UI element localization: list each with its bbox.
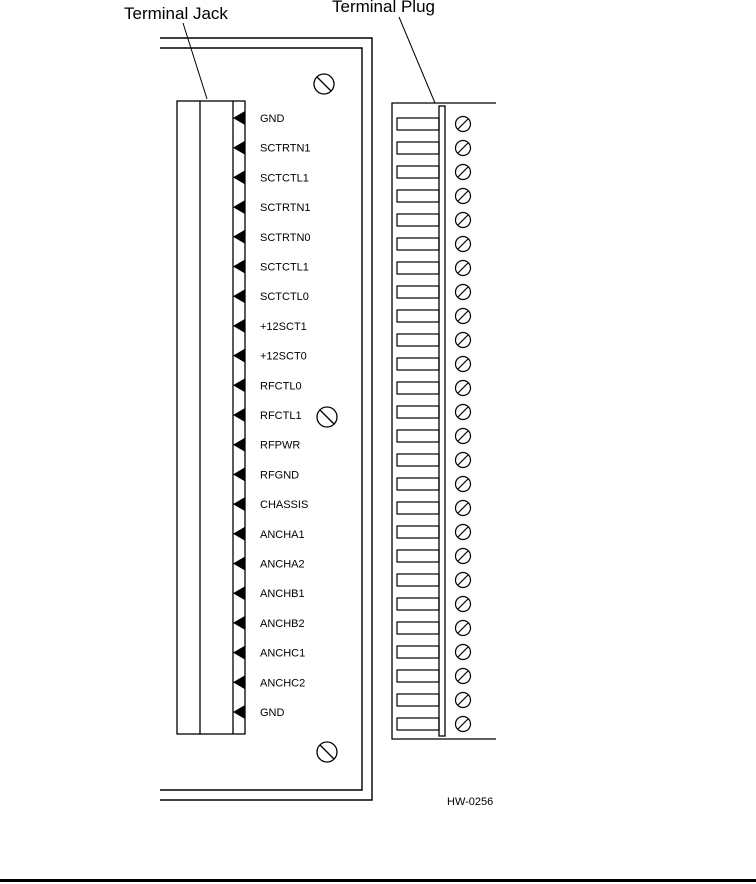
plug-wire-slot bbox=[397, 454, 439, 466]
jack-pin-label: CHASSIS bbox=[260, 499, 309, 512]
jack-pin-label: ANCHB1 bbox=[260, 588, 305, 601]
jack-contact bbox=[233, 111, 245, 125]
jack-pin-label: ANCHA2 bbox=[260, 558, 305, 571]
plug-screw-icon bbox=[456, 189, 471, 204]
jack-pin-label: ANCHC1 bbox=[260, 647, 306, 660]
jack-pin-label: GND bbox=[260, 113, 285, 125]
plug-wire-slot bbox=[397, 214, 439, 226]
plug-wire-slot bbox=[397, 238, 439, 250]
jack-pin-label: RFPWR bbox=[260, 439, 301, 452]
plug-screw-icon bbox=[456, 717, 471, 732]
jack-contact bbox=[233, 200, 245, 214]
jack-pin-label: RFCTL0 bbox=[260, 380, 302, 393]
plug-wire-slot bbox=[397, 286, 439, 298]
terminal-plug-leader-line bbox=[399, 17, 435, 103]
jack-contact bbox=[233, 586, 245, 600]
plug-screw-terminals bbox=[456, 117, 471, 732]
plug-wire-slot bbox=[397, 406, 439, 418]
plug-screw-icon bbox=[456, 213, 471, 228]
terminal-plug bbox=[392, 103, 496, 739]
plug-screw-icon bbox=[456, 525, 471, 540]
plug-screw-icon bbox=[456, 117, 471, 132]
jack-contact bbox=[233, 230, 245, 244]
jack-pin-label: +12SCT0 bbox=[260, 350, 307, 363]
terminal-jack-callout: Terminal Jack bbox=[124, 4, 228, 23]
jack-contact bbox=[233, 349, 245, 363]
terminal-plug-callout: Terminal Plug bbox=[332, 0, 435, 16]
jack-contact bbox=[233, 378, 245, 392]
jack-contact bbox=[233, 438, 245, 452]
jack-pin-label: +12SCT1 bbox=[260, 320, 307, 333]
plug-screw-icon bbox=[456, 429, 471, 444]
plug-wire-slots bbox=[397, 118, 439, 730]
plug-screw-icon bbox=[456, 549, 471, 564]
plug-wire-slot bbox=[397, 262, 439, 274]
plug-wire-slot bbox=[397, 574, 439, 586]
plug-wire-slot bbox=[397, 526, 439, 538]
jack-pin-label: RFGND bbox=[260, 469, 300, 482]
plug-wire-slot bbox=[397, 718, 439, 730]
jack-pin-label: SCTCTL1 bbox=[260, 261, 309, 274]
plug-screw-icon bbox=[456, 165, 471, 180]
terminal-jack bbox=[177, 101, 245, 734]
plug-screw-icon bbox=[456, 261, 471, 276]
plug-wire-slot bbox=[397, 478, 439, 490]
jack-contact bbox=[233, 289, 245, 303]
plug-screw-icon bbox=[456, 597, 471, 612]
mounting-screw-icon bbox=[317, 742, 337, 762]
jack-contact bbox=[233, 497, 245, 511]
jack-pin-label: ANCHA1 bbox=[260, 528, 305, 541]
jack-contact bbox=[233, 319, 245, 333]
jack-contact bbox=[233, 170, 245, 184]
plug-screw-icon bbox=[456, 477, 471, 492]
jack-pin-label: SCTRTN1 bbox=[260, 142, 311, 155]
jack-contact bbox=[233, 675, 245, 689]
plug-wire-slot bbox=[397, 694, 439, 706]
jack-pin-label: ANCHB2 bbox=[260, 617, 305, 630]
plug-wire-slot bbox=[397, 502, 439, 514]
plug-screw-icon bbox=[456, 141, 471, 156]
plug-wire-slot bbox=[397, 118, 439, 130]
jack-pin-label: SCTCTL1 bbox=[260, 172, 309, 185]
plug-wire-slot bbox=[397, 334, 439, 346]
jack-pin-label: SCTRTN0 bbox=[260, 231, 311, 244]
jack-pin-labels bbox=[260, 113, 311, 719]
plug-screw-icon bbox=[456, 333, 471, 348]
jack-pin-label: GND bbox=[260, 707, 285, 719]
plug-wire-slot bbox=[397, 310, 439, 322]
plug-wire-slot bbox=[397, 622, 439, 634]
plug-wire-slot bbox=[397, 670, 439, 682]
jack-contact bbox=[233, 260, 245, 274]
plug-wire-slot bbox=[397, 190, 439, 202]
jack-contact bbox=[233, 467, 245, 481]
plug-wire-slot bbox=[397, 142, 439, 154]
plug-screw-icon bbox=[456, 669, 471, 684]
plug-screw-icon bbox=[456, 693, 471, 708]
plug-screw-icon bbox=[456, 501, 471, 516]
jack-contact bbox=[233, 408, 245, 422]
jack-contacts bbox=[233, 111, 245, 719]
plug-wire-slot bbox=[397, 358, 439, 370]
jack-contact bbox=[233, 557, 245, 571]
plug-screw-icon bbox=[456, 645, 471, 660]
plug-wire-slot bbox=[397, 598, 439, 610]
plug-screw-icon bbox=[456, 573, 471, 588]
plug-screw-icon bbox=[456, 285, 471, 300]
jack-pin-label: SCTRTN1 bbox=[260, 202, 311, 215]
plug-screw-icon bbox=[456, 381, 471, 396]
plug-wire-slot bbox=[397, 166, 439, 178]
plug-screw-icon bbox=[456, 237, 471, 252]
plug-wire-slot bbox=[397, 382, 439, 394]
jack-contact bbox=[233, 527, 245, 541]
plug-screw-icon bbox=[456, 357, 471, 372]
plug-screw-icon bbox=[456, 405, 471, 420]
jack-contact bbox=[233, 646, 245, 660]
plug-wire-slot bbox=[397, 646, 439, 658]
jack-pin-label: SCTCTL0 bbox=[260, 291, 309, 304]
jack-contact bbox=[233, 141, 245, 155]
terminal-jack-leader-line bbox=[183, 23, 207, 99]
jack-pin-label: ANCHC2 bbox=[260, 677, 306, 690]
plug-screw-icon bbox=[456, 621, 471, 636]
plug-wire-slot bbox=[397, 430, 439, 442]
plug-wire-slot bbox=[397, 550, 439, 562]
mounting-screw-icon bbox=[317, 407, 337, 427]
jack-pin-label: RFCTL1 bbox=[260, 410, 302, 422]
figure-id: HW-0256 bbox=[447, 796, 494, 808]
jack-contact bbox=[233, 705, 245, 719]
plug-screw-icon bbox=[456, 309, 471, 324]
jack-contact bbox=[233, 616, 245, 630]
mounting-screw-icon bbox=[314, 74, 334, 94]
plug-screw-icon bbox=[456, 453, 471, 468]
page-bottom-rule bbox=[0, 879, 756, 882]
